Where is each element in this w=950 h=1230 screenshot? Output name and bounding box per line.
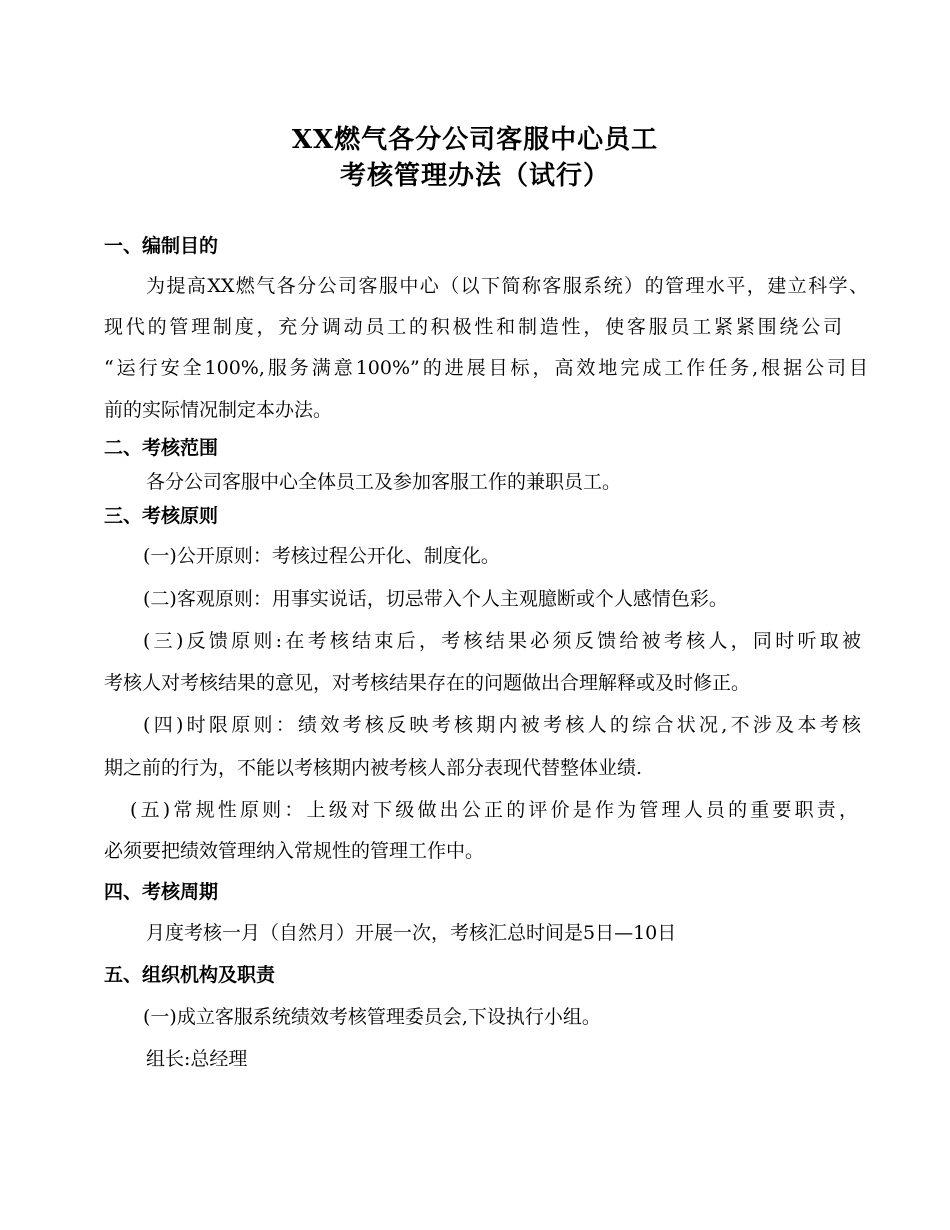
section-4-paragraph-line: 月度考核一月（自然月）开展一次，考核汇总时间是5日—10日 — [146, 922, 677, 944]
organization-item-line: 组长:总经理 — [146, 1048, 248, 1070]
document-title-line-2: 考核管理办法（试行） — [339, 161, 610, 191]
principle-item-line: (三)反馈原则:在考核结束后，考核结果必须反馈给被考核人，同时听取被 — [143, 630, 861, 652]
section-3-heading: 三、考核原则 — [104, 505, 219, 527]
section-2-heading: 二、考核范围 — [104, 437, 219, 459]
section-1-heading: 一、编制目的 — [104, 235, 219, 257]
section-4-heading: 四、考核周期 — [104, 881, 219, 903]
principle-item-line: 必须要把绩效管理纳入常规性的管理工作中。 — [104, 840, 485, 862]
section-1-paragraph-line: 现代的管理制度，充分调动员工的积极性和制造性，使客服员工紧紧围绕公司 — [104, 316, 842, 338]
document-title-line-1: XX燃气各分公司客服中心员工 — [291, 125, 659, 155]
principle-item-line: (五)常规性原则：上级对下级做出公正的评价是作为管理人员的重要职责， — [130, 799, 858, 821]
principle-item-line: 期之前的行为，不能以考核期内被考核人部分表现代替整体业绩. — [104, 757, 643, 779]
section-2-paragraph-line: 各分公司客服中心全体员工及参加客服工作的兼职员工。 — [146, 471, 622, 493]
principle-item-line: (一)公开原则：考核过程公开化、制度化。 — [143, 545, 500, 567]
section-1-paragraph-line: “运行安全100%,服务满意100%”的进展目标，高效地完成工作任务,根据公司目 — [104, 357, 868, 379]
principle-item-line: (二)客观原则：用事实说话，切忌带入个人主观臆断或个人感情色彩。 — [143, 588, 728, 610]
section-5-heading: 五、组织机构及职责 — [104, 964, 276, 986]
section-1-paragraph-line: 为提高XX燃气各分公司客服中心（以下简称客服系统）的管理水平，建立科学、 — [146, 275, 868, 297]
section-1-paragraph-line: 前的实际情况制定本办法。 — [104, 399, 333, 421]
organization-item-line: (一)成立客服系统绩效考核管理委员会,下设执行小组。 — [143, 1006, 601, 1028]
principle-item-line: (四)时限原则：绩效考核反映考核期内被考核人的综合状况,不涉及本考核 — [143, 714, 861, 736]
principle-item-line: 考核人对考核结果的意见，对考核结果存在的问题做出合理解释或及时修正。 — [104, 672, 751, 694]
